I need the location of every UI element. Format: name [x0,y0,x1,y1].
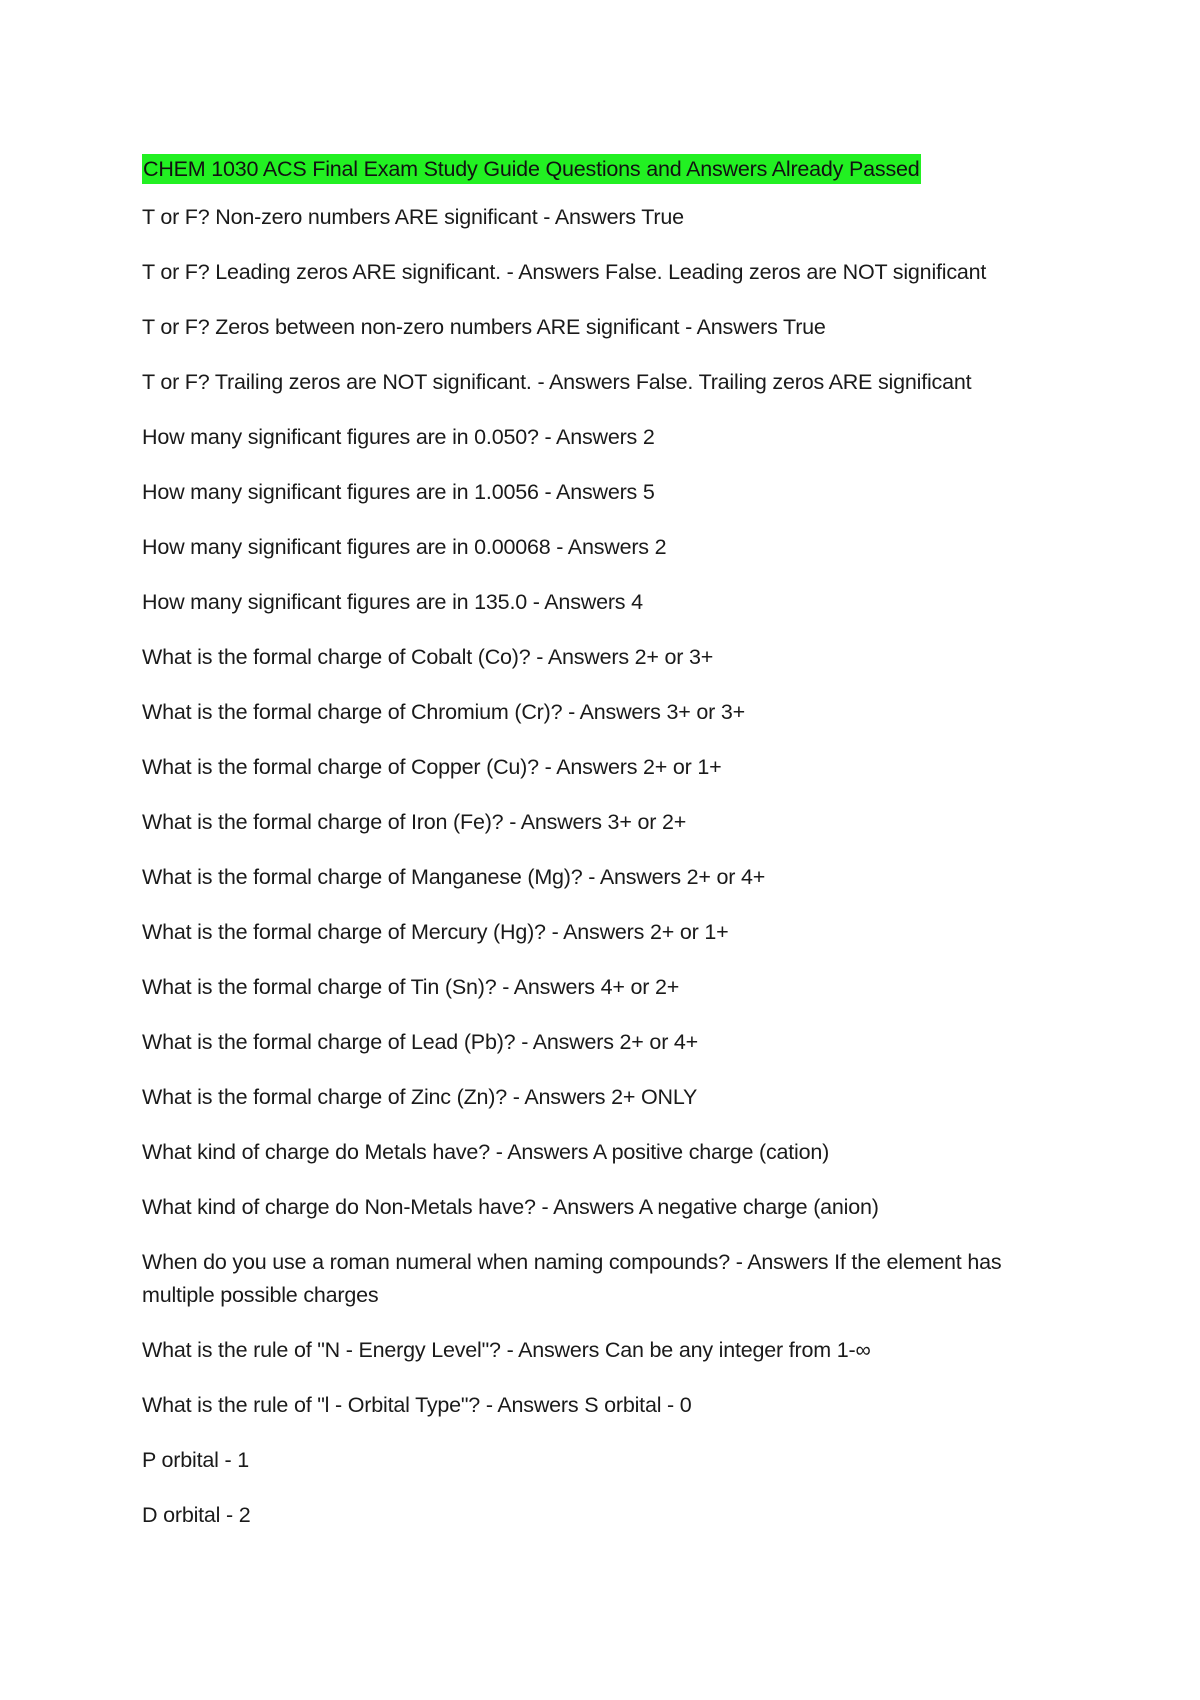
qa-line: T or F? Non-zero numbers ARE significant - Answers True [142,205,684,229]
qa-line: What is the formal charge of Iron (Fe)? - Answers 3+ or 2+ [142,810,687,834]
qa-line: T or F? Zeros between non-zero numbers ARE significant - Answers True [142,315,826,339]
qa-line: How many significant figures are in 0.00068 - Answers 2 [142,535,667,559]
qa-line: What is the formal charge of Cobalt (Co)? - Answers 2+ or 3+ [142,645,714,669]
qa-line: What is the formal charge of Lead (Pb)? - Answers 2+ or 4+ [142,1030,699,1054]
qa-line: What is the formal charge of Manganese (Mg)? - Answers 2+ or 4+ [142,865,766,889]
qa-line: How many significant figures are in 0.050? - Answers 2 [142,425,655,449]
qa-line: What is the rule of "N - Energy Level"? - Answers Can be any integer from 1-∞ [142,1338,871,1362]
qa-line: T or F? Leading zeros ARE significant. - Answers False. Leading zeros are NOT significant [142,260,987,284]
qa-line: What is the formal charge of Tin (Sn)? - Answers 4+ or 2+ [142,975,680,999]
qa-line: How many significant figures are in 135.0 - Answers 4 [142,590,643,614]
qa-line: T or F? Trailing zeros are NOT significant. - Answers False. Trailing zeros ARE significant [142,370,972,394]
qa-line: What is the formal charge of Chromium (Cr)? - Answers 3+ or 3+ [142,700,745,724]
document-title: CHEM 1030 ACS Final Exam Study Guide Questions and Answers Already Passed [142,154,921,184]
qa-line: What kind of charge do Non-Metals have? - Answers A negative charge (anion) [142,1195,879,1219]
qa-line: What is the formal charge of Mercury (Hg)? - Answers 2+ or 1+ [142,920,729,944]
qa-line: D orbital - 2 [142,1503,251,1527]
qa-line: What is the formal charge of Copper (Cu)? - Answers 2+ or 1+ [142,755,722,779]
qa-line: What is the formal charge of Zinc (Zn)? - Answers 2+ ONLY [142,1085,698,1109]
qa-line: When do you use a roman numeral when naming compounds? - Answers If the element has multiple possible charges [142,1250,1002,1307]
qa-line: P orbital - 1 [142,1448,249,1472]
qa-line: What kind of charge do Metals have? - Answers A positive charge (cation) [142,1140,830,1164]
document-content [142,154,1042,1554]
qa-line: How many significant figures are in 1.0056 - Answers 5 [142,480,655,504]
qa-line: What is the rule of "l - Orbital Type"? - Answers S orbital - 0 [142,1393,692,1417]
